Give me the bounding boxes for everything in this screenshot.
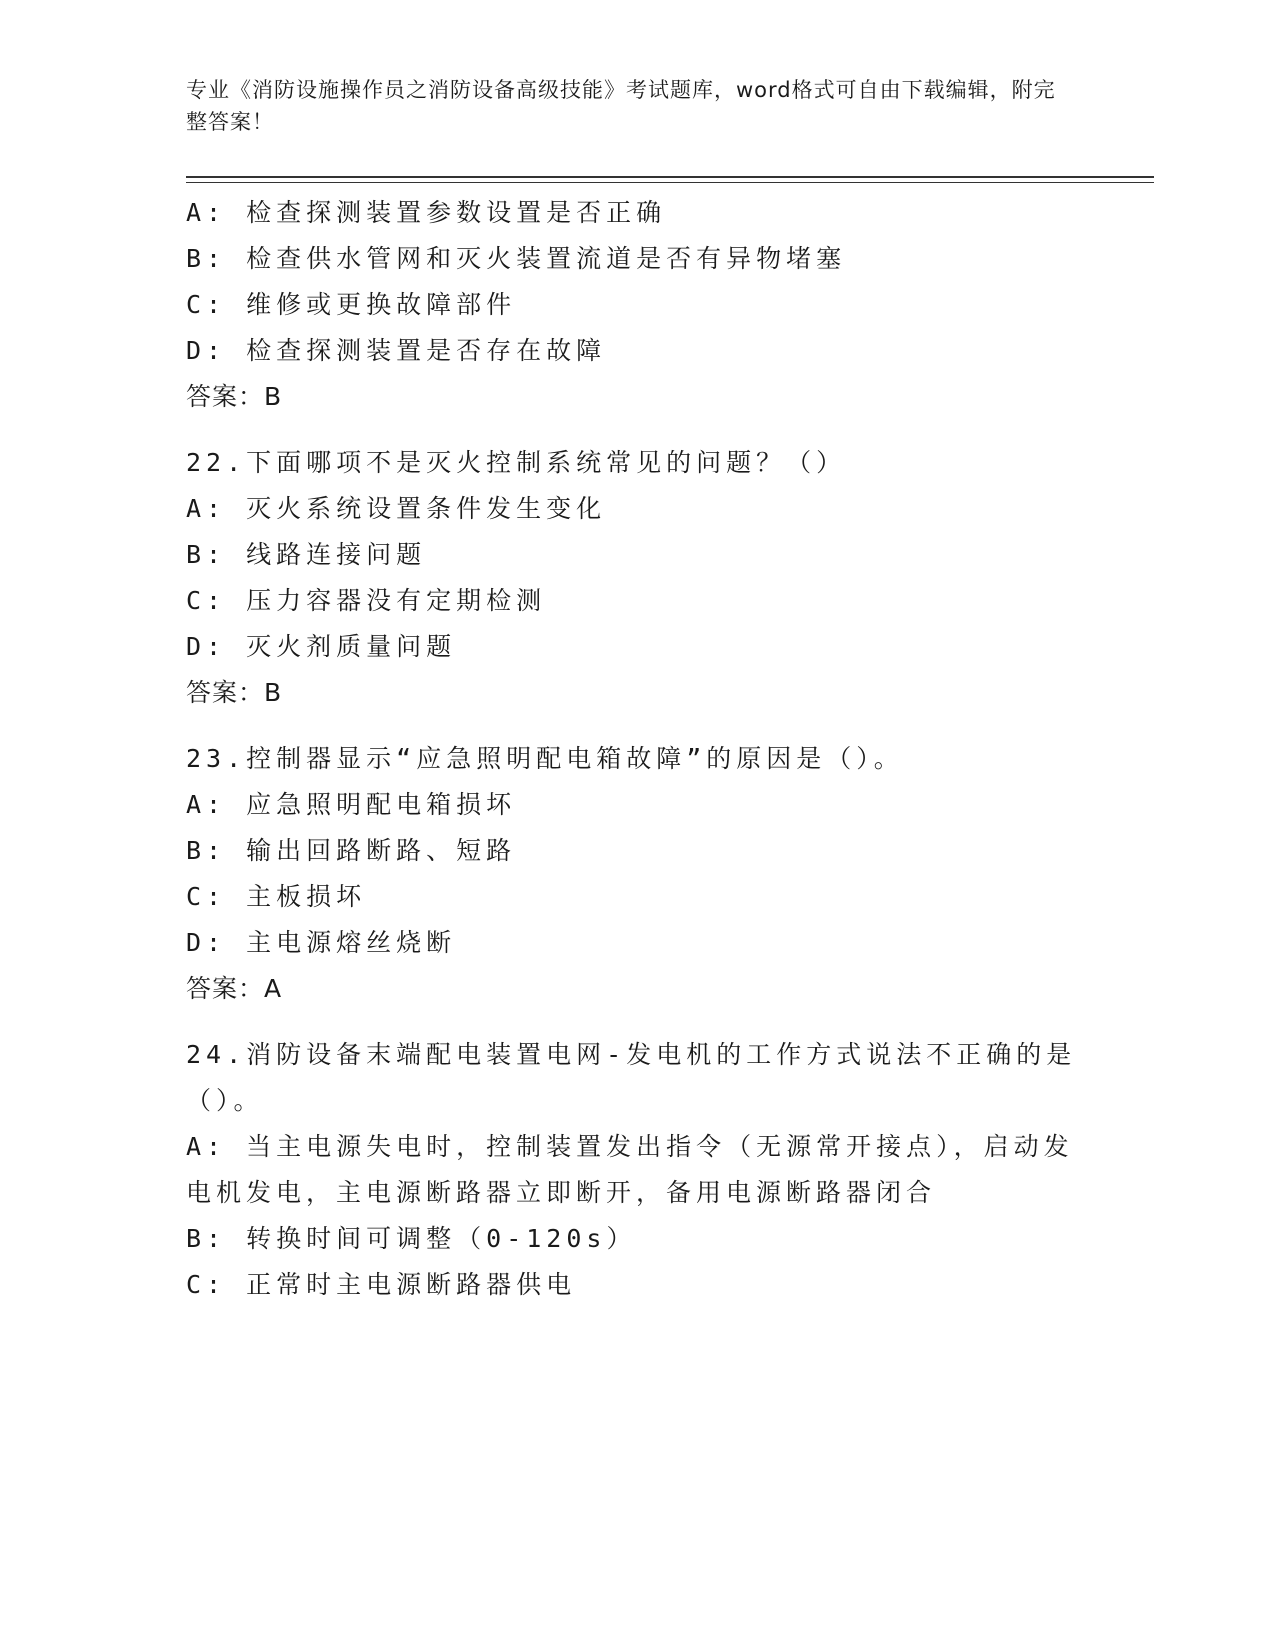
answer-line: 答案：B bbox=[186, 382, 283, 411]
question-title: 22.下面哪项不是灭火控制系统常见的问题？（） bbox=[186, 448, 847, 477]
option-a: A: 应急照明配电箱损坏 bbox=[186, 790, 517, 819]
answer-line: 答案：A bbox=[186, 974, 283, 1003]
question-block-22 bbox=[186, 440, 1086, 716]
question-block-23 bbox=[186, 736, 1086, 1012]
option-d: D: 主电源熔丝烧断 bbox=[186, 928, 457, 957]
option-d: D: 检查探测装置是否存在故障 bbox=[186, 336, 607, 365]
option-d: D: 灭火剂质量问题 bbox=[186, 632, 457, 661]
option-b: B: 线路连接问题 bbox=[186, 540, 427, 569]
question-block-24 bbox=[186, 1032, 1086, 1308]
option-b: B: 检查供水管网和灭火装置流道是否有异物堵塞 bbox=[186, 244, 847, 273]
answer-line: 答案：B bbox=[186, 678, 283, 707]
question-title: 23.控制器显示“应急照明配电箱故障”的原因是（）。 bbox=[186, 744, 904, 773]
option-a: A: 灭火系统设置条件发生变化 bbox=[186, 494, 607, 523]
header-divider-thin bbox=[186, 182, 1154, 183]
option-c: C: 维修或更换故障部件 bbox=[186, 290, 517, 319]
header-divider-thick bbox=[186, 176, 1154, 178]
question-list bbox=[186, 190, 1086, 1308]
question-block-21 bbox=[186, 190, 1086, 420]
option-c: C: 主板损坏 bbox=[186, 882, 367, 911]
option-b: B: 输出回路断路、短路 bbox=[186, 836, 517, 865]
document-header: 专业《消防设施操作员之消防设备高级技能》考试题库，word格式可自由下载编辑，附完整答案！ bbox=[186, 78, 1056, 134]
option-a: A: 检查探测装置参数设置是否正确 bbox=[186, 198, 667, 227]
option-a: A: 当主电源失电时，控制装置发出指令（无源常开接点），启动发电机发电，主电源断路器立即断开，备用电源断路器闭合 bbox=[186, 1132, 1074, 1207]
option-c: C: 压力容器没有定期检测 bbox=[186, 586, 547, 615]
option-c: C: 正常时主电源断路器供电 bbox=[186, 1270, 577, 1299]
option-b: B: 转换时间可调整（0-120s） bbox=[186, 1224, 637, 1253]
question-title: 24.消防设备末端配电装置电网-发电机的工作方式说法不正确的是（）。 bbox=[186, 1040, 1077, 1115]
